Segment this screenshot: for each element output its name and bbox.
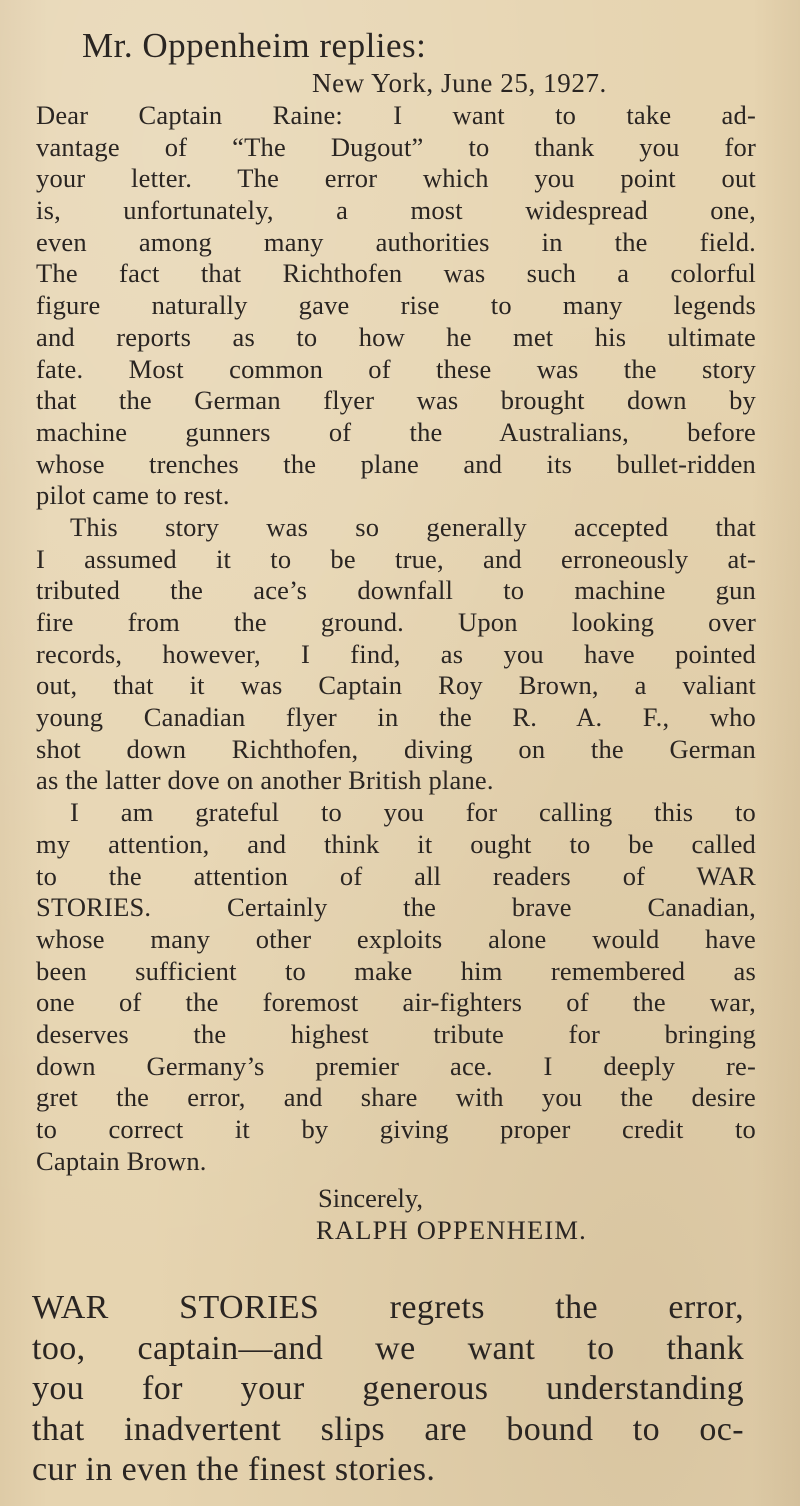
letter-line: I assumed it to be true, and erroneously at- [36,543,756,574]
letter-line: my attention, and think it ought to be called [36,828,756,859]
editor-note-line: cur in even the finest stories. [32,1451,436,1488]
letter-line: This story was so generally accepted that [70,511,756,542]
letter-line: gret the error, and share with you the desire [36,1082,756,1113]
letter-line: fate. Most common of these was the story [36,353,756,384]
letter-heading: Mr. Oppenheim replies: [82,26,427,65]
letter-line: Captain Brown. [36,1145,207,1176]
letter-line: whose many other exploits alone would have [36,923,756,954]
letter-line: is, unfortunately, a most widespread one, [36,195,756,226]
letter-signature: RALPH OPPENHEIM. [316,1215,587,1245]
letter-line: The fact that Richthofen was such a colorful [36,258,756,289]
editor-note-line: too, captain—and we want to thank [32,1329,744,1367]
letter-line: your letter. The error which you point out [36,163,756,194]
letter-line: fire from the ground. Upon looking over [36,607,756,637]
letter-line: one of the foremost air-fighters of the war, [36,987,756,1018]
letter-line: records, however, I find, as you have pointed [36,638,756,669]
letter-line: machine gunners of the Australians, before [36,416,756,447]
editor-note-line: WAR STORIES regrets the error, [32,1289,744,1326]
letter-line: that the German flyer was brought down by [36,385,756,416]
letter-line: pilot came to rest. [36,480,230,511]
letter-line: whose trenches the plane and its bullet-ridden [36,448,756,479]
letter-line: and reports as to how he met his ultimate [36,321,756,352]
letter-line: as the latter dove on another British plane. [36,765,494,796]
editor-note-line: you for your generous understanding [32,1370,744,1407]
letter-line: figure naturally gave rise to many legends [36,290,756,321]
letter-body [36,100,756,1177]
letter-line: to the attention of all readers of WAR [36,860,756,891]
letter-closing: Sincerely, [318,1183,423,1213]
letter-dateline: New York, June 25, 1927. [312,68,607,98]
letter-line: to correct it by giving proper credit to [36,1114,756,1144]
letter-line: STORIES. Certainly the brave Canadian, [36,892,756,923]
letter-line: shot down Richthofen, diving on the German [36,733,756,764]
letter-line: young Canadian flyer in the R. A. F., who [36,702,756,733]
letter-line: tributed the ace’s downfall to machine gun [36,575,756,606]
letter-line: deserves the highest tribute for bringing [36,1018,756,1049]
letter-line: I am grateful to you for calling this to [70,797,756,828]
letter-line: down Germany’s premier ace. I deeply re- [36,1050,756,1081]
editor-note-line: that inadvertent slips are bound to oc- [32,1410,744,1448]
letter-line: Dear Captain Raine: I want to take ad- [36,100,756,130]
letter-line: out, that it was Captain Roy Brown, a valiant [36,670,756,701]
letter-line: vantage of “The Dugout” to thank you for [36,131,756,162]
editor-note [32,1288,744,1491]
letter-line: been sufficient to make him remembered as [36,955,756,986]
letter-line: even among many authorities in the field. [36,226,756,257]
